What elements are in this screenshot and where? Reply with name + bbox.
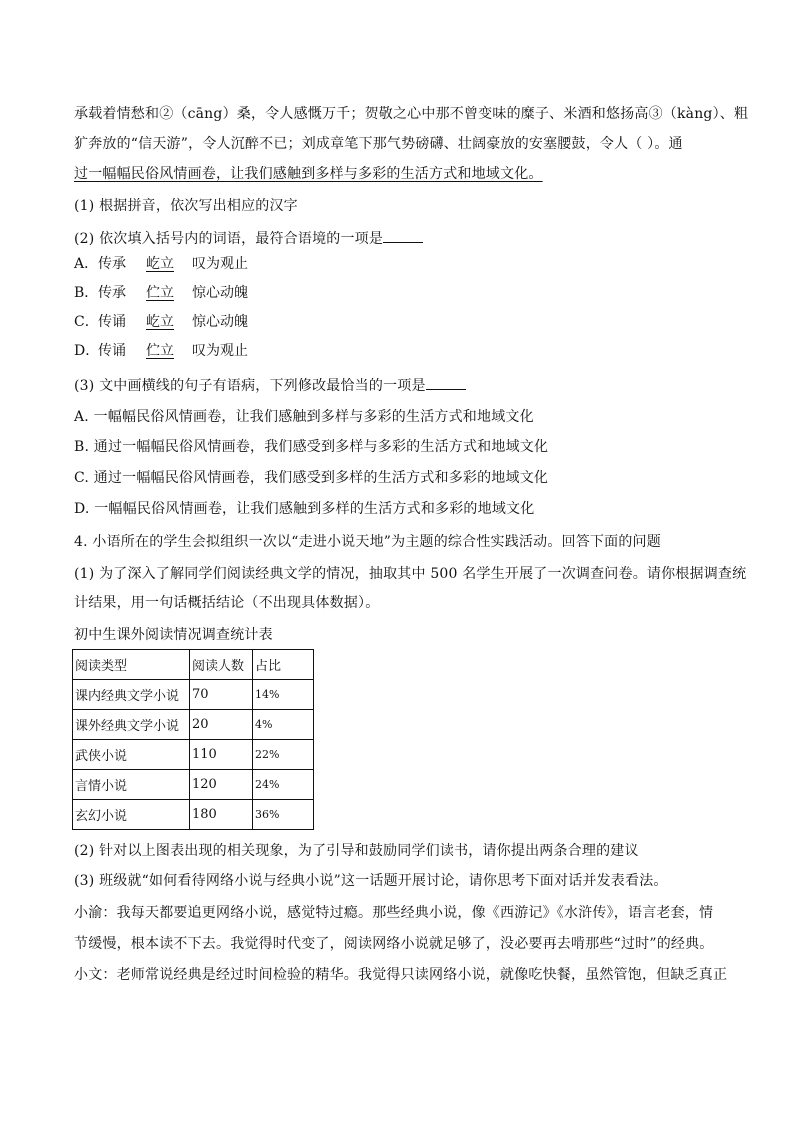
- option-word-2: 屹立: [146, 314, 174, 330]
- option-key: B．: [74, 285, 99, 301]
- q3-option-c: C. 通过一幅幅民俗风情画卷，我们感受到多样的生活方式和多彩的地域文化: [74, 470, 549, 486]
- option-word-2: 伫立: [146, 285, 174, 301]
- q2-option-d: [74, 341, 248, 361]
- question-2: [74, 228, 423, 249]
- option-word-3: 叹为观止: [192, 343, 248, 359]
- table-cell: 24%: [253, 770, 314, 800]
- table-row: [73, 800, 314, 830]
- q3-option-b: B. 通过一幅幅民俗风情画卷，我们感受到多样与多彩的生活方式和地域文化: [74, 439, 549, 455]
- q3-option-a: A. 一幅幅民俗风情画卷，让我们感触到多样与多彩的生活方式和地域文化: [74, 409, 534, 425]
- option-word-3: 叹为观止: [192, 256, 248, 272]
- question-2-prompt: (2) 依次填入括号内的词语，最符合语境的一项是: [74, 231, 384, 247]
- table-cell: 课内经典文学小说: [73, 680, 190, 710]
- dialog-line-1: 小渝：我每天都要追更网络小说，感觉特过瘾。那些经典小说，像《西游记》《水浒传》，语言老套，情: [74, 905, 714, 921]
- table-row: [73, 740, 314, 770]
- option-word-1: 传承: [98, 285, 126, 301]
- option-word-2: 伫立: [146, 343, 174, 359]
- answer-blank: [383, 228, 423, 243]
- q2-option-a: [74, 254, 248, 274]
- table-cell: 22%: [253, 740, 314, 770]
- question-4-intro: 4. 小语所在的学生会拟组织一次以“走进小说天地”为主题的综合性实践活动。回答下面的问题: [74, 534, 661, 550]
- option-word-1: 传诵: [98, 343, 126, 359]
- table-cell: 课外经典文学小说: [73, 710, 190, 740]
- option-key: A．: [74, 256, 99, 272]
- table-header-row: [73, 650, 314, 680]
- table-row: [73, 680, 314, 710]
- q2-option-b: [74, 283, 248, 303]
- dialog-line-2: 节缓慢，根本读不下去。我觉得时代变了，阅读网络小说就足够了，没必要再去啃那些“过时”的经典。: [74, 936, 714, 952]
- q4-sub3: (3) 班级就“如何看待网络小说与经典小说”这一话题开展讨论，请你思考下面对话并发表看法。: [74, 873, 668, 889]
- underlined-sentence: 过一幅幅民俗风情画卷，让我们感触到多样与多彩的生活方式和地域文化。: [74, 166, 543, 182]
- option-word-3: 惊心动魄: [192, 314, 248, 330]
- table-cell: 言情小说: [73, 770, 190, 800]
- option-word-3: 惊心动魄: [192, 285, 248, 301]
- option-word-2: 屹立: [146, 256, 174, 272]
- table-header-cell: 占比: [253, 650, 314, 680]
- table-row: [73, 770, 314, 800]
- table-cell: 玄幻小说: [73, 800, 190, 830]
- q2-option-c: [74, 312, 248, 332]
- paragraph-line-1: 承载着情愁和②（cāng）桑，令人感慨万千；贺敬之心中那不曾变味的糜子、米酒和悠扬高③（kàng）、粗: [74, 106, 749, 122]
- table-row: [73, 710, 314, 740]
- table-cell: 180: [190, 800, 253, 830]
- table-cell: 120: [190, 770, 253, 800]
- option-word-1: 传承: [98, 256, 126, 272]
- table-header-cell: 阅读类型: [73, 650, 190, 680]
- table-cell: 4%: [253, 710, 314, 740]
- q4-sub1-line-1: (1) 为了深入了解同学们阅读经典文学的情况，抽取其中 500 名学生开展了一次调查问卷。请你根据调查统: [74, 566, 747, 582]
- option-key: C．: [74, 314, 99, 330]
- question-1: (1) 根据拼音，依次写出相应的汉字: [74, 198, 298, 214]
- q4-sub1-line-2: 计结果，用一句话概括结论（不出现具体数据）。: [74, 595, 380, 611]
- dialog-line-3: 小文：老师常说经典是经过时间检验的精华。我觉得只读网络小说，就像吃快餐，虽然管饱，但缺乏真正: [74, 967, 728, 983]
- survey-table: [72, 649, 314, 830]
- table-cell: 70: [190, 680, 253, 710]
- table-cell: 110: [190, 740, 253, 770]
- paragraph-line-2: 犷奔放的“信天游”，令人沉醉不已；刘成章笔下那气势磅礴、壮阔豪放的安塞腰鼓，令人（ ）。通: [74, 136, 683, 152]
- table-title: 初中生课外阅读情况调查统计表: [74, 627, 273, 643]
- table-header-cell: 阅读人数: [190, 650, 253, 680]
- question-3: [74, 375, 466, 396]
- q3-option-d: D. 一幅幅民俗风情画卷，让我们感触到多样的生活方式和多彩的地域文化: [74, 501, 535, 517]
- table-cell: 武侠小说: [73, 740, 190, 770]
- table-cell: 36%: [253, 800, 314, 830]
- table-cell: 20: [190, 710, 253, 740]
- option-word-1: 传诵: [98, 314, 126, 330]
- option-key: D．: [74, 343, 100, 359]
- table-cell: 14%: [253, 680, 314, 710]
- answer-blank: [426, 375, 466, 390]
- q4-sub2: (2) 针对以上图表出现的相关现象，为了引导和鼓励同学们读书，请你提出两条合理的建议: [74, 843, 639, 859]
- question-3-prompt: (3) 文中画横线的句子有语病，下列修改最恰当的一项是: [74, 378, 426, 394]
